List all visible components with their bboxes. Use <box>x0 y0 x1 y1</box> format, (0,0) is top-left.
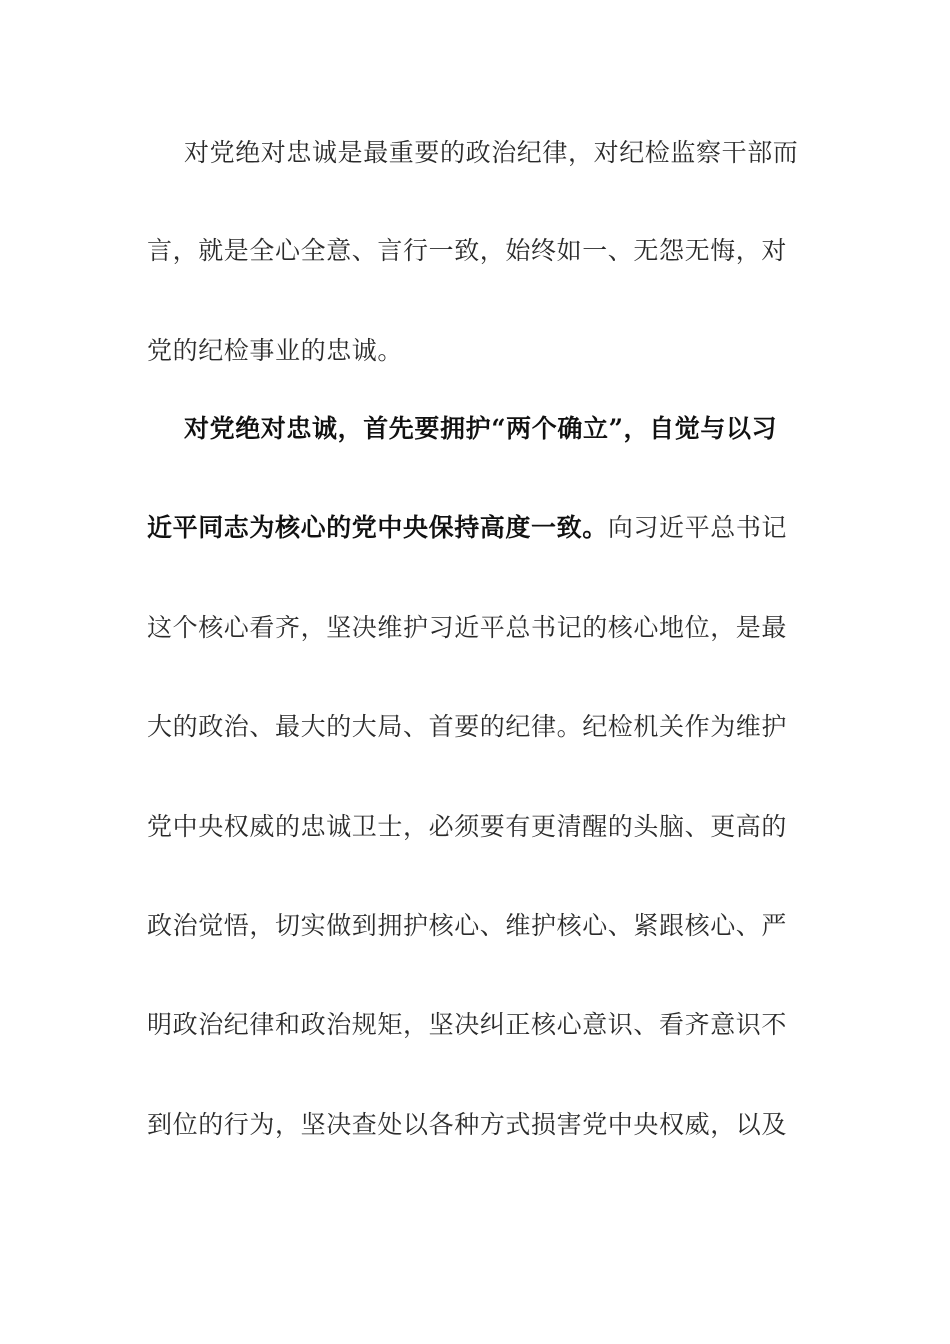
paragraph-1-line-2: 言，就是全心全意、言行一致，始终如一、无怨无悔，对 <box>147 236 788 265</box>
paragraph-2-line-7: 明政治纪律和政治规矩，坚决纠正核心意识、看齐意识不 <box>147 1010 788 1039</box>
paragraph-2-line-5: 党中央权威的忠诚卫士，必须要有更清醒的头脑、更高的 <box>147 812 788 841</box>
paragraph-2-line-2-rest: 向习近平总书记 <box>607 513 788 542</box>
paragraph-2-line-2-bold: 近平同志为核心的党中央保持高度一致。 <box>147 513 608 542</box>
paragraph-2-line-4: 大的政治、最大的大局、首要的纪律。纪检机关作为维护 <box>147 712 788 741</box>
paragraph-2-line-3: 这个核心看齐，坚决维护习近平总书记的核心地位，是最 <box>147 613 788 642</box>
paragraph-2-line-1-bold: 对党绝对忠诚，首先要拥护“两个确立”，自觉与以习 <box>184 414 778 443</box>
paragraph-1-line-3: 党的纪检事业的忠诚。 <box>147 336 404 365</box>
paragraph-1-line-1: 对党绝对忠诚是最重要的政治纪律，对纪检监察干部而 <box>184 138 799 167</box>
paragraph-2-line-2 <box>147 508 807 548</box>
paragraph-2-line-8: 到位的行为，坚决查处以各种方式损害党中央权威，以及 <box>147 1110 788 1139</box>
paragraph-2-line-6: 政治觉悟，切实做到拥护核心、维护核心、紧跟核心、严 <box>147 911 788 940</box>
